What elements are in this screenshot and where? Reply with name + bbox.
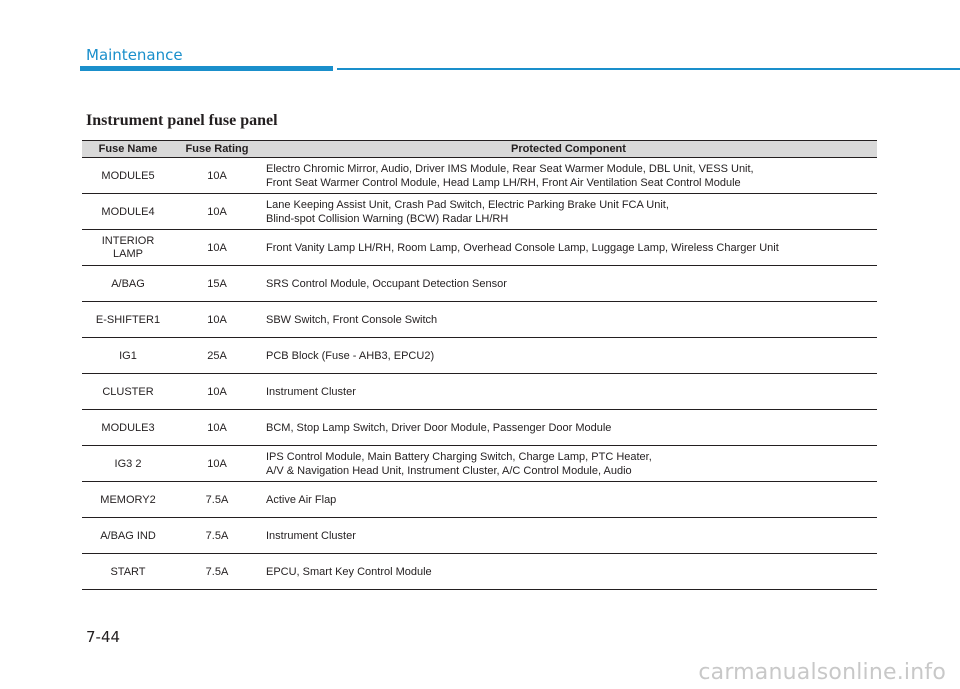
header-rule-thin — [337, 68, 960, 70]
component-line: SRS Control Module, Occupant Detection Sensor — [266, 277, 507, 290]
fuse-name-cell: CLUSTER — [82, 374, 174, 410]
component-line: EPCU, Smart Key Control Module — [266, 565, 432, 578]
component-line: SBW Switch, Front Console Switch — [266, 313, 438, 326]
component-line: A/V & Navigation Head Unit, Instrument Cluster, A/C Control Module, Audio — [266, 464, 632, 477]
watermark: carmanualsonline.info — [698, 660, 946, 685]
table-row — [82, 554, 877, 590]
fuse-rating-cell: 10A — [174, 446, 260, 482]
fuse-rating-cell: 10A — [174, 194, 260, 230]
component-line: Electro Chromic Mirror, Audio, Driver IMS Module, Rear Seat Warmer Module, DBL Unit, VESS Unit, — [266, 162, 754, 175]
table-row — [82, 230, 877, 266]
component-line: PCB Block (Fuse - AHB3, EPCU2) — [266, 349, 435, 362]
component-line: Instrument Cluster — [266, 385, 356, 398]
table-row — [82, 338, 877, 374]
fuse-name-cell: INTERIOR LAMP — [82, 230, 174, 266]
protected-component-cell — [260, 158, 877, 194]
table-row — [82, 158, 877, 194]
fuse-rating-cell: 10A — [174, 158, 260, 194]
fuse-name-cell: MEMORY2 — [82, 482, 174, 518]
fuse-rating-cell: 10A — [174, 410, 260, 446]
fuse-name-cell: MODULE3 — [82, 410, 174, 446]
table-row — [82, 374, 877, 410]
fuse-rating-cell: 7.5A — [174, 482, 260, 518]
fuse-name-cell: A/BAG — [82, 266, 174, 302]
fuse-name-cell: MODULE4 — [82, 194, 174, 230]
protected-component-cell — [260, 266, 877, 302]
protected-component-cell — [260, 482, 877, 518]
fuse-name-cell: IG3 2 — [82, 446, 174, 482]
fuse-table-body — [82, 158, 877, 590]
fuse-rating-cell: 10A — [174, 374, 260, 410]
header-rule-thick — [80, 66, 333, 71]
protected-component-cell — [260, 446, 877, 482]
fuse-name-cell: START — [82, 554, 174, 590]
component-line: IPS Control Module, Main Battery Charging Switch, Charge Lamp, PTC Heater, — [266, 450, 652, 463]
table-header-row — [82, 141, 877, 158]
protected-component-cell — [260, 554, 877, 590]
table-row — [82, 482, 877, 518]
component-line: Lane Keeping Assist Unit, Crash Pad Switch, Electric Parking Brake Unit FCA Unit, — [266, 198, 669, 211]
fuse-name-cell: IG1 — [82, 338, 174, 374]
table-row — [82, 266, 877, 302]
component-line: Front Vanity Lamp LH/RH, Room Lamp, Overhead Console Lamp, Luggage Lamp, Wireless Charger Unit — [266, 241, 779, 254]
component-line: Front Seat Warmer Control Module, Head Lamp LH/RH, Front Air Ventilation Seat Control Module — [266, 176, 741, 189]
component-line: BCM, Stop Lamp Switch, Driver Door Module, Passenger Door Module — [266, 421, 612, 434]
component-line: Instrument Cluster — [266, 529, 356, 542]
fuse-rating-cell: 10A — [174, 302, 260, 338]
component-line: Active Air Flap — [266, 493, 337, 506]
page-number: 7-44 — [86, 628, 121, 646]
protected-component-cell — [260, 230, 877, 266]
fuse-rating-cell: 10A — [174, 230, 260, 266]
table-row — [82, 446, 877, 482]
table-row — [82, 410, 877, 446]
table-row — [82, 194, 877, 230]
component-line: Blind-spot Collision Warning (BCW) Radar LH/RH — [266, 212, 509, 225]
protected-component-cell — [260, 518, 877, 554]
table-row — [82, 302, 877, 338]
column-header-fuse-rating: Fuse Rating — [174, 141, 260, 158]
column-header-fuse-name: Fuse Name — [82, 141, 174, 158]
page-heading: Instrument panel fuse panel — [86, 112, 278, 129]
column-header-protected-component: Protected Component — [260, 141, 877, 158]
fuse-rating-cell: 15A — [174, 266, 260, 302]
fuse-rating-cell: 25A — [174, 338, 260, 374]
fuse-name-cell: E-SHIFTER1 — [82, 302, 174, 338]
protected-component-cell — [260, 410, 877, 446]
fuse-rating-cell: 7.5A — [174, 518, 260, 554]
section-title: Maintenance — [86, 46, 183, 64]
protected-component-cell — [260, 194, 877, 230]
fuse-name-cell: MODULE5 — [82, 158, 174, 194]
table-row — [82, 518, 877, 554]
protected-component-cell — [260, 338, 877, 374]
fuse-rating-cell: 7.5A — [174, 554, 260, 590]
protected-component-cell — [260, 302, 877, 338]
fuse-name-cell: A/BAG IND — [82, 518, 174, 554]
fuse-table — [82, 140, 877, 590]
protected-component-cell — [260, 374, 877, 410]
